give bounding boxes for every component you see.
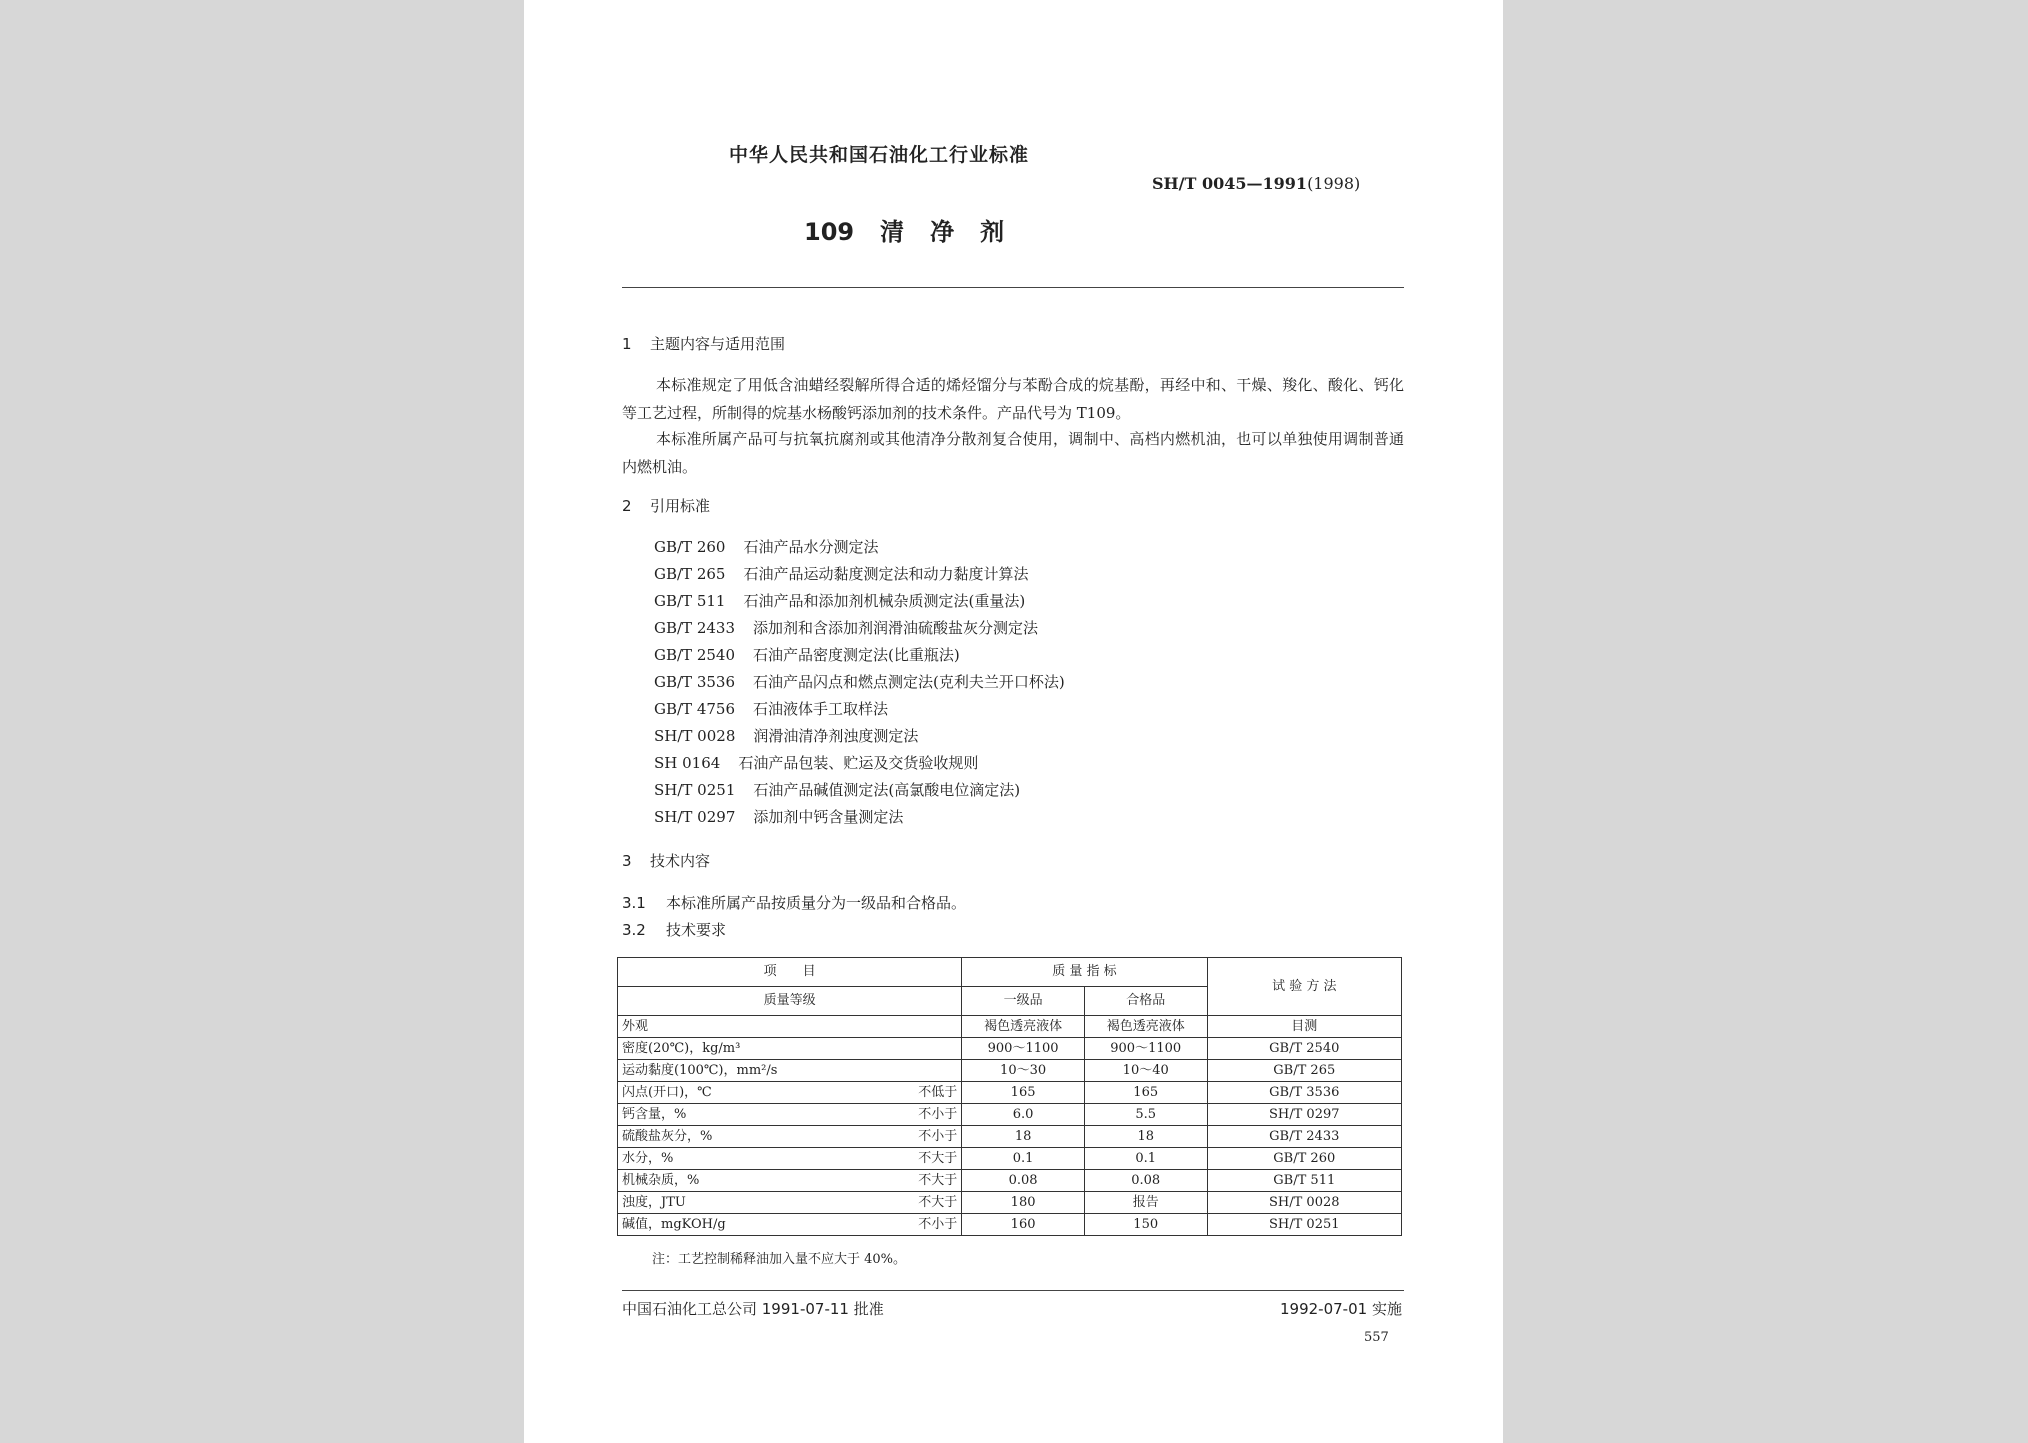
cell-qualified-grade: 150 xyxy=(1084,1214,1207,1236)
clause-number: 3.2 xyxy=(622,921,646,939)
cell-qualified-grade: 0.08 xyxy=(1084,1170,1207,1192)
cell-qualified-grade: 10～40 xyxy=(1084,1060,1207,1082)
table-row xyxy=(618,1038,1402,1060)
reference-name: 添加剂中钙含量测定法 xyxy=(753,808,904,826)
cell-item: 浊度，JTU xyxy=(618,1192,895,1214)
reference-code: GB/T 4756 xyxy=(654,700,736,718)
reference-item xyxy=(654,779,1020,800)
reference-code: GB/T 511 xyxy=(654,592,726,610)
cell-first-grade: 180 xyxy=(962,1192,1085,1214)
cell-item: 钙含量，% xyxy=(618,1104,895,1126)
clause-number: 3.1 xyxy=(622,894,646,912)
cell-first-grade: 10～30 xyxy=(962,1060,1085,1082)
cell-first-grade: 18 xyxy=(962,1126,1085,1148)
table-row xyxy=(618,1126,1402,1148)
cell-limit: 不低于 xyxy=(894,1082,962,1104)
reference-item xyxy=(654,671,1065,692)
reference-code: SH 0164 xyxy=(654,754,721,772)
cell-item: 闪点(开口)，℃ xyxy=(618,1082,895,1104)
cell-method: SH/T 0297 xyxy=(1207,1104,1401,1126)
reference-item xyxy=(654,806,903,827)
section-1-paragraph-1: 本标准规定了用低含油蜡经裂解所得合适的烯烃馏分与苯酚合成的烷基酚，再经中和、干燥、羧化、酸化、钙化等工艺过程，所制得的烷基水杨酸钙添加剂的技术条件。产品代号为 T109。 xyxy=(622,376,1404,422)
cell-limit xyxy=(894,1038,962,1060)
reference-code: GB/T 265 xyxy=(654,565,726,583)
issuing-body: 中华人民共和国石油化工行业标准 xyxy=(729,144,1030,166)
header-test-method: 试 验 方 法 xyxy=(1207,958,1401,1016)
cell-item: 运动黏度(100℃)，mm²/s xyxy=(618,1060,895,1082)
reference-code: GB/T 3536 xyxy=(654,673,736,691)
cell-item: 硫酸盐灰分，% xyxy=(618,1126,895,1148)
reference-name: 石油产品碱值测定法(高氯酸电位滴定法) xyxy=(753,781,1021,799)
table-row xyxy=(618,1192,1402,1214)
title-part: 109 xyxy=(804,218,855,246)
header-divider xyxy=(622,287,1404,288)
effective-date: 1992-07-01 实施 xyxy=(1280,1300,1402,1318)
cell-first-grade: 0.08 xyxy=(962,1170,1085,1192)
cell-limit: 不小于 xyxy=(894,1126,962,1148)
table-row xyxy=(618,1170,1402,1192)
cell-method: 目测 xyxy=(1207,1016,1401,1038)
reference-name: 石油液体手工取样法 xyxy=(753,700,889,718)
reference-item xyxy=(654,752,978,773)
table-row xyxy=(618,1016,1402,1038)
title-part: 清 xyxy=(880,218,905,246)
section-number: 2 xyxy=(622,497,632,515)
reference-item xyxy=(654,725,918,746)
cell-limit: 不大于 xyxy=(894,1170,962,1192)
section-1-paragraph-2: 本标准所属产品可与抗氧抗腐剂或其他清净分散剂复合使用，调制中、高档内燃机油，也可以单独使用调制普通内燃机油。 xyxy=(622,430,1404,476)
cell-first-grade: 0.1 xyxy=(962,1148,1085,1170)
cell-limit xyxy=(894,1016,962,1038)
cell-qualified-grade: 900～1100 xyxy=(1084,1038,1207,1060)
document-title xyxy=(804,212,1030,247)
table-row xyxy=(618,1082,1402,1104)
technical-requirements-table xyxy=(617,957,1402,1236)
reference-code: GB/T 2540 xyxy=(654,646,736,664)
section-number: 1 xyxy=(622,335,632,353)
section-title: 主题内容与适用范围 xyxy=(650,335,786,353)
cell-first-grade: 6.0 xyxy=(962,1104,1085,1126)
table-note: 注：工艺控制稀释油加入量不应大于 40%。 xyxy=(652,1252,907,1267)
cell-first-grade: 160 xyxy=(962,1214,1085,1236)
cell-limit xyxy=(894,1060,962,1082)
table-header-row xyxy=(618,958,1402,987)
cell-first-grade: 褐色透亮液体 xyxy=(962,1016,1085,1038)
section-1-heading xyxy=(622,333,785,354)
standard-code-year: (1998) xyxy=(1307,174,1361,193)
cell-item: 密度(20℃)，kg/m³ xyxy=(618,1038,895,1060)
cell-item: 机械杂质，% xyxy=(618,1170,895,1192)
reference-item xyxy=(654,617,1038,638)
reference-name: 石油产品水分测定法 xyxy=(743,538,879,556)
reference-name: 石油产品闪点和燃点测定法(克利夫兰开口杯法) xyxy=(753,673,1065,691)
table-row xyxy=(618,1214,1402,1236)
cell-qualified-grade: 0.1 xyxy=(1084,1148,1207,1170)
cell-limit: 不小于 xyxy=(894,1214,962,1236)
header-quality-index: 质 量 指 标 xyxy=(962,958,1207,987)
cell-item: 水分，% xyxy=(618,1148,895,1170)
cell-limit: 不小于 xyxy=(894,1104,962,1126)
cell-method: GB/T 2433 xyxy=(1207,1126,1401,1148)
section-title: 技术内容 xyxy=(650,852,711,870)
cell-qualified-grade: 18 xyxy=(1084,1126,1207,1148)
clause-3-1 xyxy=(622,892,966,913)
standard-code-number: SH/T 0045—1991 xyxy=(1152,174,1308,193)
clause-3-2 xyxy=(622,919,726,940)
table-row xyxy=(618,1104,1402,1126)
reference-code: GB/T 2433 xyxy=(654,619,736,637)
reference-code: GB/T 260 xyxy=(654,538,726,556)
document-page xyxy=(524,0,1503,1443)
section-3-heading xyxy=(622,850,710,871)
cell-qualified-grade: 165 xyxy=(1084,1082,1207,1104)
clause-text: 技术要求 xyxy=(666,921,727,939)
cell-item: 外观 xyxy=(618,1016,895,1038)
reference-item xyxy=(654,536,878,557)
reference-name: 石油产品和添加剂机械杂质测定法(重量法) xyxy=(743,592,1026,610)
reference-item xyxy=(654,644,960,665)
cell-method: SH/T 0251 xyxy=(1207,1214,1401,1236)
cell-first-grade: 900～1100 xyxy=(962,1038,1085,1060)
header-item: 项 目 xyxy=(618,958,962,987)
cell-method: GB/T 260 xyxy=(1207,1148,1401,1170)
clause-text: 本标准所属产品按质量分为一级品和合格品。 xyxy=(666,894,967,912)
cell-method: SH/T 0028 xyxy=(1207,1192,1401,1214)
cell-limit: 不大于 xyxy=(894,1148,962,1170)
cell-method: GB/T 511 xyxy=(1207,1170,1401,1192)
reference-code: SH/T 0297 xyxy=(654,808,736,826)
cell-qualified-grade: 报告 xyxy=(1084,1192,1207,1214)
section-2-heading xyxy=(622,495,710,516)
reference-name: 石油产品包装、贮运及交货验收规则 xyxy=(738,754,979,772)
reference-code: SH/T 0028 xyxy=(654,727,736,745)
table-row xyxy=(618,1060,1402,1082)
footer-divider xyxy=(622,1290,1404,1291)
reference-item xyxy=(654,590,1025,611)
cell-method: GB/T 265 xyxy=(1207,1060,1401,1082)
reference-code: SH/T 0251 xyxy=(654,781,736,799)
table-row xyxy=(618,1148,1402,1170)
reference-name: 添加剂和含添加剂润滑油硫酸盐灰分测定法 xyxy=(753,619,1039,637)
section-number: 3 xyxy=(622,852,632,870)
reference-item xyxy=(654,698,888,719)
approval-line: 中国石油化工总公司 1991-07-11 批准 xyxy=(622,1300,884,1318)
header-quality-grade: 质量等级 xyxy=(618,987,962,1016)
standard-code xyxy=(1152,174,1360,193)
cell-method: GB/T 3536 xyxy=(1207,1082,1401,1104)
title-part: 剂 xyxy=(980,218,1005,246)
page-number: 557 xyxy=(1364,1330,1389,1345)
cell-method: GB/T 2540 xyxy=(1207,1038,1401,1060)
reference-name: 润滑油清净剂浊度测定法 xyxy=(753,727,919,745)
cell-qualified-grade: 褐色透亮液体 xyxy=(1084,1016,1207,1038)
title-part: 净 xyxy=(930,218,955,246)
section-title: 引用标准 xyxy=(650,497,711,515)
cell-limit: 不大于 xyxy=(894,1192,962,1214)
cell-first-grade: 165 xyxy=(962,1082,1085,1104)
cell-qualified-grade: 5.5 xyxy=(1084,1104,1207,1126)
header-first-grade: 一级品 xyxy=(962,987,1085,1016)
header-qualified-grade: 合格品 xyxy=(1084,987,1207,1016)
cell-item: 碱值，mgKOH/g xyxy=(618,1214,895,1236)
reference-item xyxy=(654,563,1028,584)
reference-name: 石油产品运动黏度测定法和动力黏度计算法 xyxy=(743,565,1029,583)
reference-name: 石油产品密度测定法(比重瓶法) xyxy=(753,646,960,664)
